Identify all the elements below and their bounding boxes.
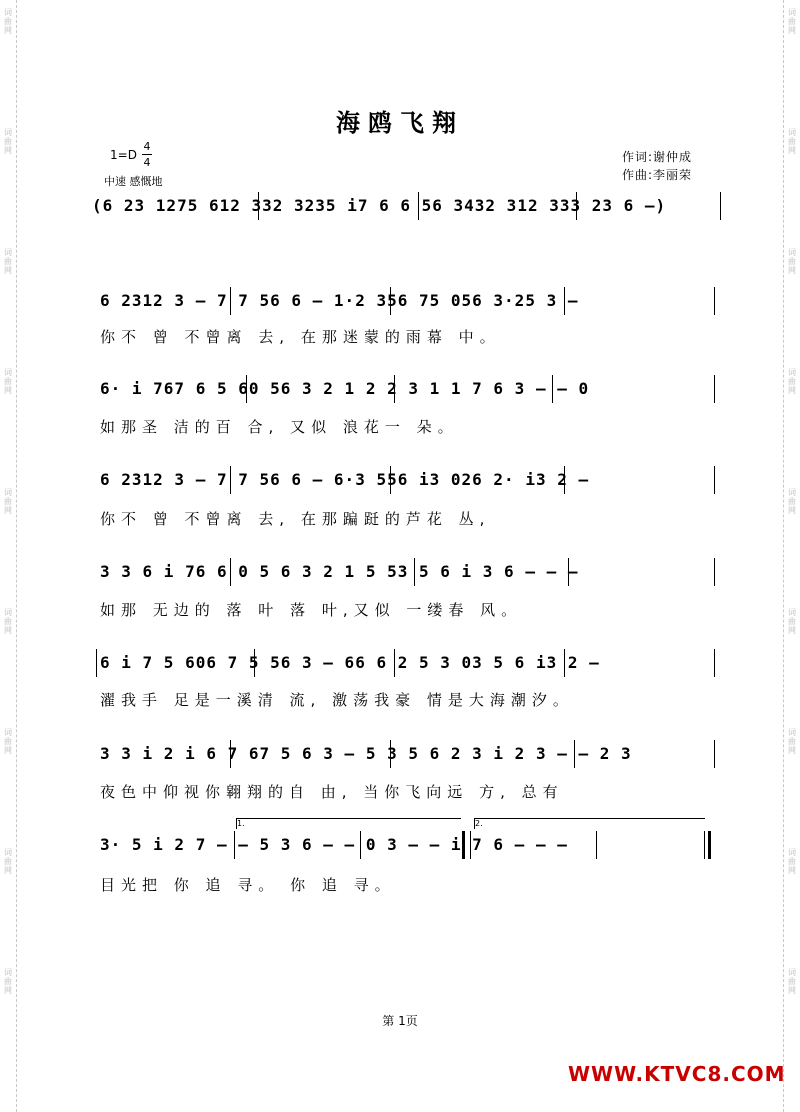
notation-notes: 3 3 6 i 76 6 0 5 6 3 2 1 5 53 5 6 i 3 6 – – – <box>100 562 579 581</box>
side-watermark: 词 曲 网 <box>788 968 796 995</box>
volta-label-1: 1. <box>237 819 245 828</box>
barline <box>714 740 715 768</box>
barline <box>414 558 415 586</box>
side-watermark: 词 曲 网 <box>788 728 796 755</box>
barline <box>394 649 395 677</box>
lyric-row-4: 如那 无边的 落 叶 落 叶,又似 一缕春 风。 <box>100 601 523 619</box>
barline <box>390 740 391 768</box>
notation-row-6 <box>100 744 720 766</box>
notation-row-5 <box>100 653 720 675</box>
lyric-row-6: 夜色中仰视你翱翔的自 由, 当你飞向远 方, 总有 <box>100 783 564 801</box>
intro-notes: (6 23 1275 612 332 3235 i7 6 6 56 3432 312 333 23 6 –) <box>92 196 667 215</box>
volta-bracket-2 <box>474 818 705 829</box>
barline <box>714 287 715 315</box>
barline <box>564 649 565 677</box>
lyricist-credit: 作词:谢仲成 <box>622 150 693 164</box>
barline <box>596 831 597 859</box>
side-watermark: 词 曲 网 <box>788 368 796 395</box>
intro-notation-row <box>92 196 720 218</box>
side-watermark: 词 曲 网 <box>788 128 796 155</box>
meter-divider <box>142 154 152 155</box>
barline <box>552 375 553 403</box>
barline <box>574 740 575 768</box>
side-watermark: 词 曲 网 <box>788 608 796 635</box>
lyric-row-3: 你不 曾 不曾离 去, 在那蹁跹的芦花 丛, <box>100 510 491 528</box>
volta-bracket-1 <box>236 818 461 829</box>
barline <box>230 287 231 315</box>
notation-notes: 6· i 767 6 5 60 56 3 2 1 2 2 3 1 1 7 6 3 – – 0 <box>100 379 590 398</box>
composer-credit: 作曲:李丽荣 <box>622 168 693 182</box>
key-signature: 1=D <box>110 148 137 162</box>
repeat-end-barline <box>462 831 465 859</box>
side-watermark: 词 曲 网 <box>4 608 12 635</box>
barline <box>258 192 259 220</box>
lyric-row-5: 濯我手 足是一溪清 流, 激荡我豪 情是大海潮汐。 <box>100 691 574 709</box>
side-watermark: 词 曲 网 <box>788 8 796 35</box>
volta-label-2: 2. <box>475 819 483 828</box>
notation-row-7 <box>100 835 720 857</box>
notation-notes: 6 2312 3 – 7 7 56 6 – 1·2 356 75 056 3·25 3 – <box>100 291 579 310</box>
right-margin-strip <box>783 0 800 1112</box>
site-watermark: WWW.KTVC8.COM <box>568 1062 786 1086</box>
barline <box>254 649 255 677</box>
lyric-row-1: 你不 曾 不曾离 去, 在那迷蒙的雨幕 中。 <box>100 328 501 346</box>
side-watermark: 词 曲 网 <box>4 488 12 515</box>
tempo-marking: 中速 感慨地 <box>104 175 163 188</box>
side-watermark: 词 曲 网 <box>4 968 12 995</box>
side-watermark: 词 曲 网 <box>788 248 796 275</box>
page-number: 第 1页 <box>382 1014 418 1028</box>
barline <box>390 287 391 315</box>
barline <box>714 466 715 494</box>
side-watermark: 词 曲 网 <box>4 728 12 755</box>
barline <box>714 558 715 586</box>
barline <box>714 649 715 677</box>
repeat-barline <box>96 649 97 677</box>
barline <box>714 375 715 403</box>
notation-row-2 <box>100 379 720 401</box>
side-watermark: 词 曲 网 <box>4 848 12 875</box>
notation-row-3 <box>100 470 720 492</box>
notation-row-1 <box>100 291 720 313</box>
lyric-row-2: 如那圣 洁的百 合, 又似 浪花一 朵。 <box>100 418 459 436</box>
barline <box>230 740 231 768</box>
barline <box>564 466 565 494</box>
barline <box>576 192 577 220</box>
time-signature <box>142 140 152 169</box>
left-margin-strip <box>0 0 17 1112</box>
side-watermark: 词 曲 网 <box>4 128 12 155</box>
side-watermark: 词 曲 网 <box>4 8 12 35</box>
notation-notes: 6 i 7 5 606 7 5 56 3 – 66 6 2 5 3 03 5 6 i3 2 – <box>100 653 600 672</box>
barline <box>230 558 231 586</box>
side-watermark: 词 曲 网 <box>4 248 12 275</box>
barline <box>568 558 569 586</box>
notation-notes: 3 3 i 2 i 6 7 67 5 6 3 – 5 3 5 6 2 3 i 2 3 – – 2 3 <box>100 744 632 763</box>
barline <box>564 287 565 315</box>
song-title: 海鸥飞翔 <box>336 108 464 137</box>
lyric-row-7: 目光把 你 追 寻。 你 追 寻。 <box>100 876 396 894</box>
barline <box>470 831 471 859</box>
barline <box>360 831 361 859</box>
barline <box>720 192 721 220</box>
barline <box>418 192 419 220</box>
meter-numerator: 4 <box>143 140 151 153</box>
notation-notes: 3· 5 i 2 7 – – 5 3 6 – – 0 3 – – i 7 6 – – – <box>100 835 568 854</box>
notation-notes: 6 2312 3 – 7 7 56 6 – 6·3 556 i3 026 2· i3 2 – <box>100 470 590 489</box>
barline <box>246 375 247 403</box>
final-barline <box>708 831 711 859</box>
barline <box>234 831 235 859</box>
notation-row-4 <box>100 562 720 584</box>
side-watermark: 词 曲 网 <box>788 488 796 515</box>
barline <box>390 466 391 494</box>
barline <box>394 375 395 403</box>
side-watermark: 词 曲 网 <box>788 848 796 875</box>
side-watermark: 词 曲 网 <box>4 368 12 395</box>
meter-denominator: 4 <box>143 156 151 169</box>
barline <box>704 831 705 859</box>
barline <box>230 466 231 494</box>
